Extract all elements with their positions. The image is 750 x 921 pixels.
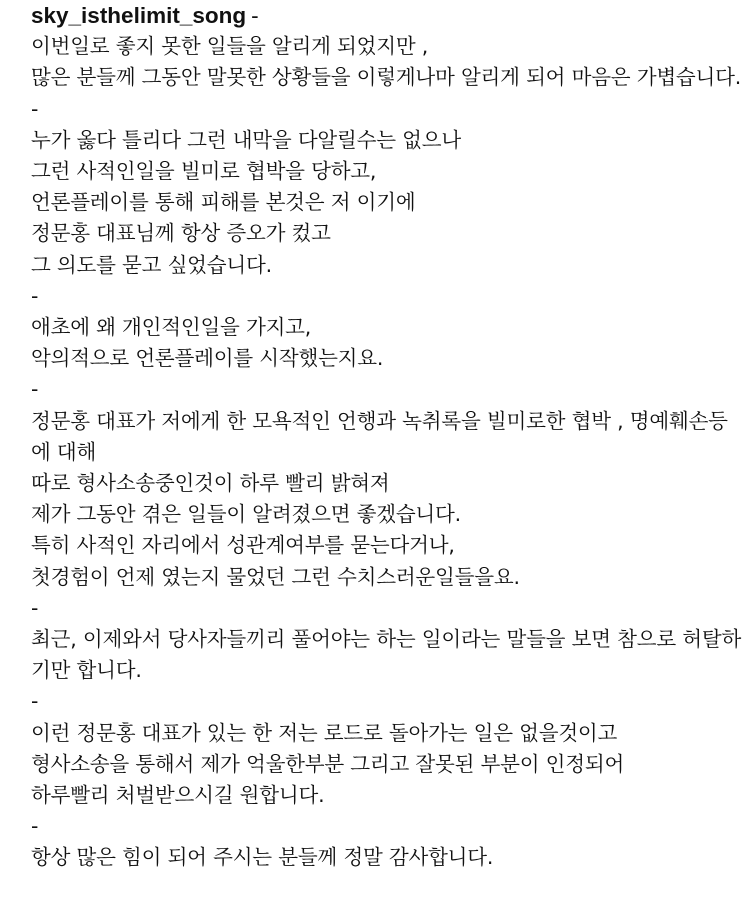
caption-header [31,0,743,31]
caption-separator-line: - [31,814,39,839]
caption-separator: - [251,3,259,28]
caption-line: 하루빨리 처벌받으시길 원합니다. [31,783,325,808]
caption-line: 최근, 이제와서 당사자들끼리 풀어야는 하는 일이라는 말들을 보면 참으로 허탈하기만 합니다. [31,627,742,683]
username-link[interactable]: sky_isthelimit_song [31,3,247,28]
caption-separator-line: - [31,283,39,308]
caption-separator-line: - [31,96,39,121]
caption-line: 첫경험이 언제 였는지 물었던 그런 수치스러운일들을요. [31,564,520,589]
caption-line: 애초에 왜 개인적인일을 가지고, [31,315,312,340]
caption-line: 악의적으로 언론플레이를 시작했는지요. [31,346,384,371]
caption-line: 많은 분들께 그동안 말못한 상황들을 이렇게나마 알리게 되어 마음은 가볍습니다. [31,65,742,90]
caption-line: 그런 사적인일을 빌미로 협박을 당하고, [31,159,377,183]
caption-line: 그 의도를 묻고 싶었습니다. [31,252,272,277]
caption-line: 누가 옳다 틀리다 그런 내막을 다알릴수는 없으나 [31,127,461,152]
post-caption [31,0,743,874]
caption-separator-line: - [31,689,39,714]
caption-line: 형사소송을 통해서 제가 억울한부분 그리고 잘못된 부분이 인정되어 [31,751,625,776]
caption-line: 항상 많은 힘이 되어 주시는 분들께 정말 감사합니다. [31,845,494,870]
caption-separator-line: - [31,377,39,402]
caption-line: 따로 형사소송중인것이 하루 빨리 밝혀져 [31,471,390,496]
caption-line: 이런 정문홍 대표가 있는 한 저는 로드로 돌아가는 일은 없을것이고 [31,720,618,745]
caption-line: 정문홍 대표가 저에게 한 모욕적인 언행과 녹취록을 빌미로한 협박 , 명예훼손등에 대해 [31,408,728,464]
caption-line: 특히 사적인 자리에서 성관계여부를 묻는다거나, [31,533,455,558]
caption-line: 정문홍 대표님께 항상 증오가 컸고 [31,221,331,246]
caption-line: 언론플레이를 통해 피해를 본것은 저 이기에 [31,190,416,215]
caption-line: 이번일로 좋지 못한 일들을 알리게 되었지만 , [31,34,429,59]
caption-line: 제가 그동안 겪은 일들이 알려졌으면 좋겠습니다. [31,502,461,527]
caption-separator-line: - [31,595,39,620]
